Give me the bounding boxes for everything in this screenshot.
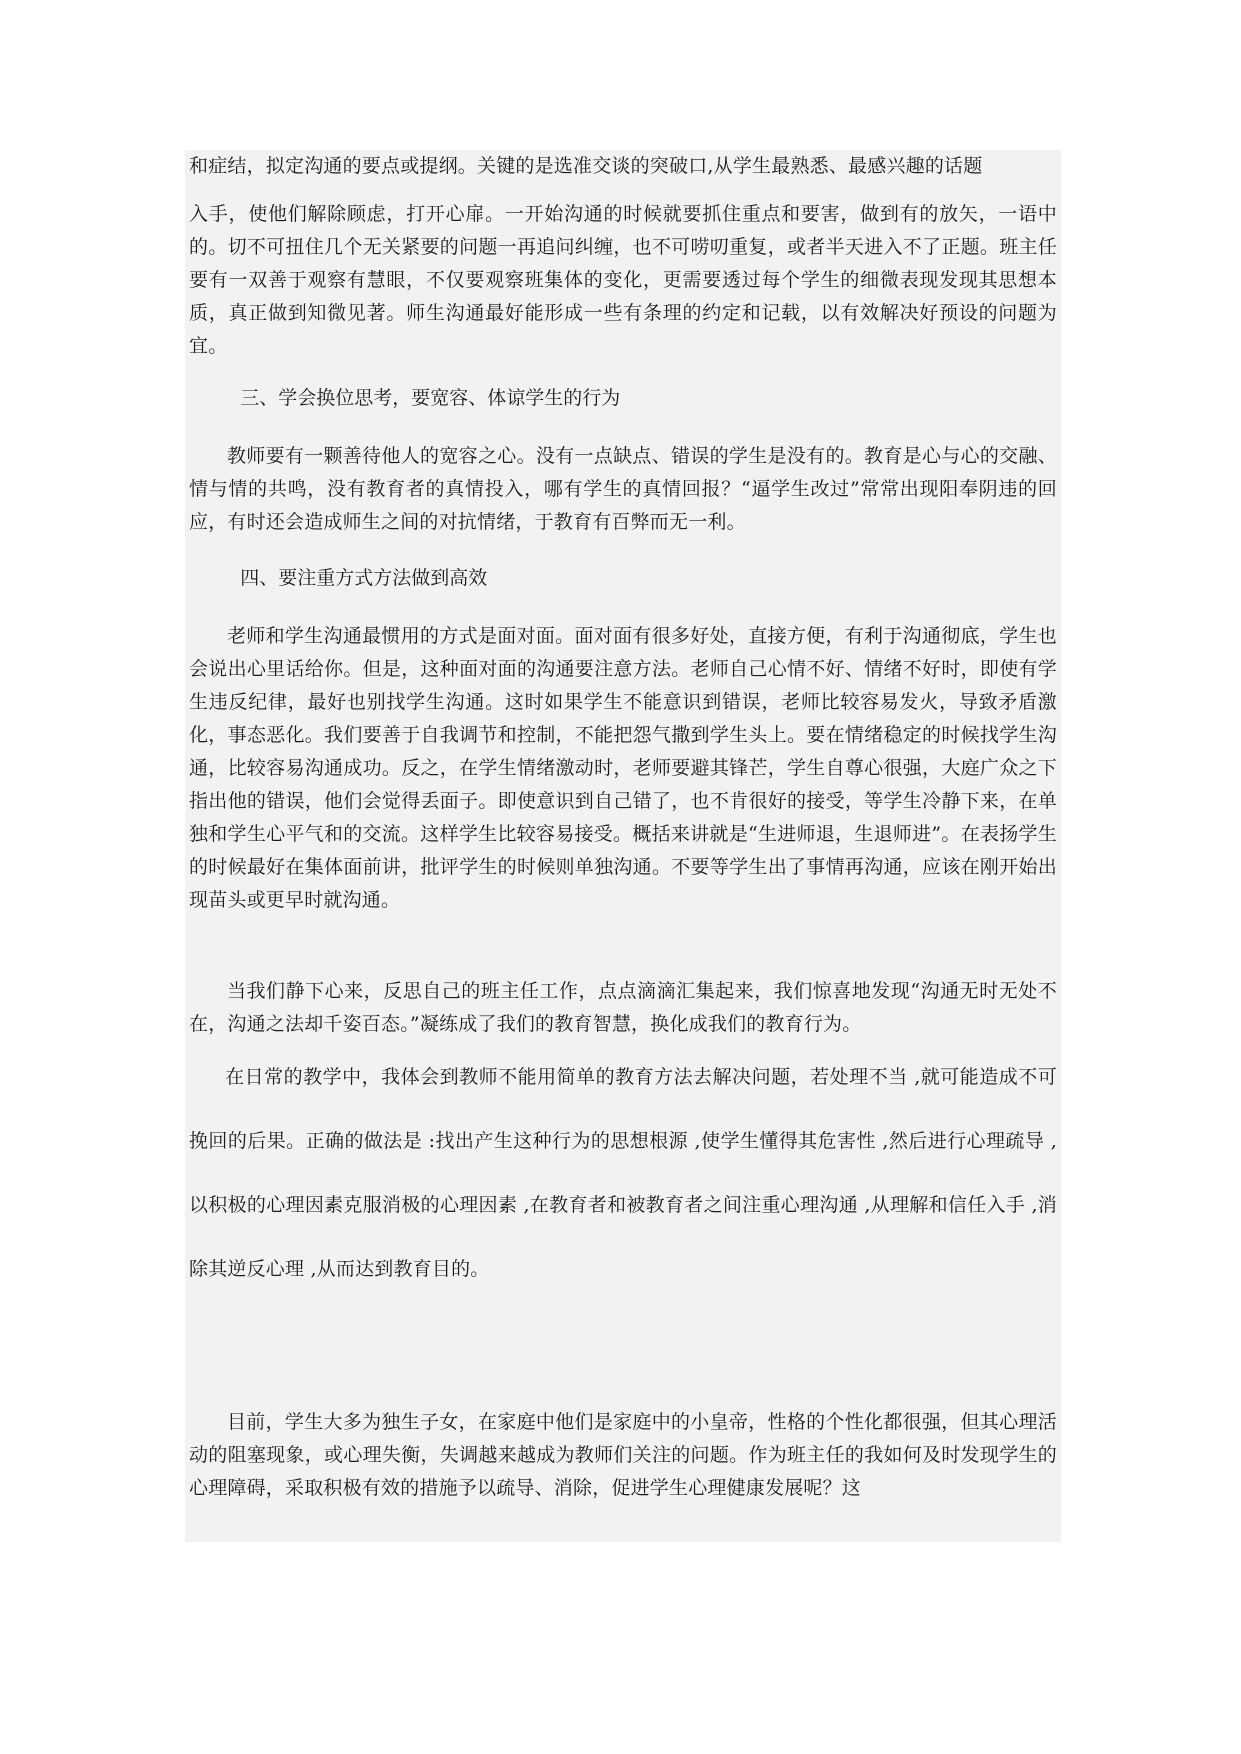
paragraph-3: 老师和学生沟通最惯用的方式是面对面。面对面有很多好处，直接方便，有利于沟通彻底，学生也会说出心里话给你。但是，这种面对面的沟通要注意方法。老师自己心情不好、情绪不好时，即使有学生违反纪律，最好也别找学生沟通。这时如果学生不能意识到错误，老师比较容易发火，导致矛盾激化，事态恶化。我们要善于自我调节和控制，不能把怨气撒到学生头上。要在情绪稳定的时候找学生沟通，比较容易沟通成功。反之，在学生情绪激动时，老师要避其锋芒，学生自尊心很强，大庭广众之下指出他的错误，他们会觉得丢面子。即使意识到自己错了，也不肯很好的接受，等学生冷静下来，在单独和学生心平气和的交流。这样学生比较容易接受。概括来讲就是“生进师退，生退师进”。在表扬学生的时候最好在集体面前讲，批评学生的时候则单独沟通。不要等学生出了事情再沟通，应该在刚开始出现苗头或更早时就沟通。 [189,625,1057,911]
paragraph-5: 在日常的教学中，我体会到教师不能用简单的教育方法去解决问题，若处理不当 ,就可能造成不可挽回的后果。正确的做法是 :找出产生这种行为的思想根源 ,使学生懂得其危害性 ,然后进行心理疏导 ,以积极的心理因素克服消极的心理因素 ,在教育者和被教育者之间注重心理沟通 ,从理解和信任入手 ,消除其逆反心理 ,从而达到教育目的。 [189,1066,1057,1280]
section-heading-4: 四、要注重方式方法做到高效 [240,567,488,589]
paragraph-1-first-line: 和症结，拟定沟通的要点或提纲。关键的是选准交谈的突破口,从学生最熟悉、最感兴趣的话题 [189,155,983,177]
text-block [185,150,1061,1542]
section-heading-3: 三、学会换位思考，要宽容、体谅学生的行为 [240,387,621,409]
paragraph-1-continuation: 入手，使他们解除顾虑，打开心扉。一开始沟通的时候就要抓住重点和要害，做到有的放矢，一语中的。切不可扭住几个无关紧要的问题一再追问纠缠，也不可唠叨重复，或者半天进入不了正题。班主任要有一双善于观察有慧眼，不仅要观察班集体的变化，更需要透过每个学生的细微表现发现其思想本质，真正做到知微见著。师生沟通最好能形成一些有条理的约定和记载，以有效解决好预设的问题为宜。 [189,203,1057,357]
paragraph-4: 当我们静下心来，反思自己的班主任工作，点点滴滴汇集起来，我们惊喜地发现“沟通无时无处不在，沟通之法却千姿百态。”凝练成了我们的教育智慧，换化成我们的教育行为。 [189,980,1057,1035]
paragraph-2: 教师要有一颗善待他人的宽容之心。没有一点缺点、错误的学生是没有的。教育是心与心的交融、情与情的共鸣，没有教育者的真情投入，哪有学生的真情回报？“逼学生改过”常常出现阳奉阴违的回应，有时还会造成师生之间的对抗情绪，于教育有百弊而无一利。 [189,445,1057,533]
paragraph-6: 目前，学生大多为独生子女，在家庭中他们是家庭中的小皇帝，性格的个性化都很强，但其心理活动的阻塞现象，或心理失衡，失调越来越成为教师们关注的问题。作为班主任的我如何及时发现学生的心理障碍，采取积极有效的措施予以疏导、消除，促进学生心理健康发展呢？这 [189,1411,1057,1499]
